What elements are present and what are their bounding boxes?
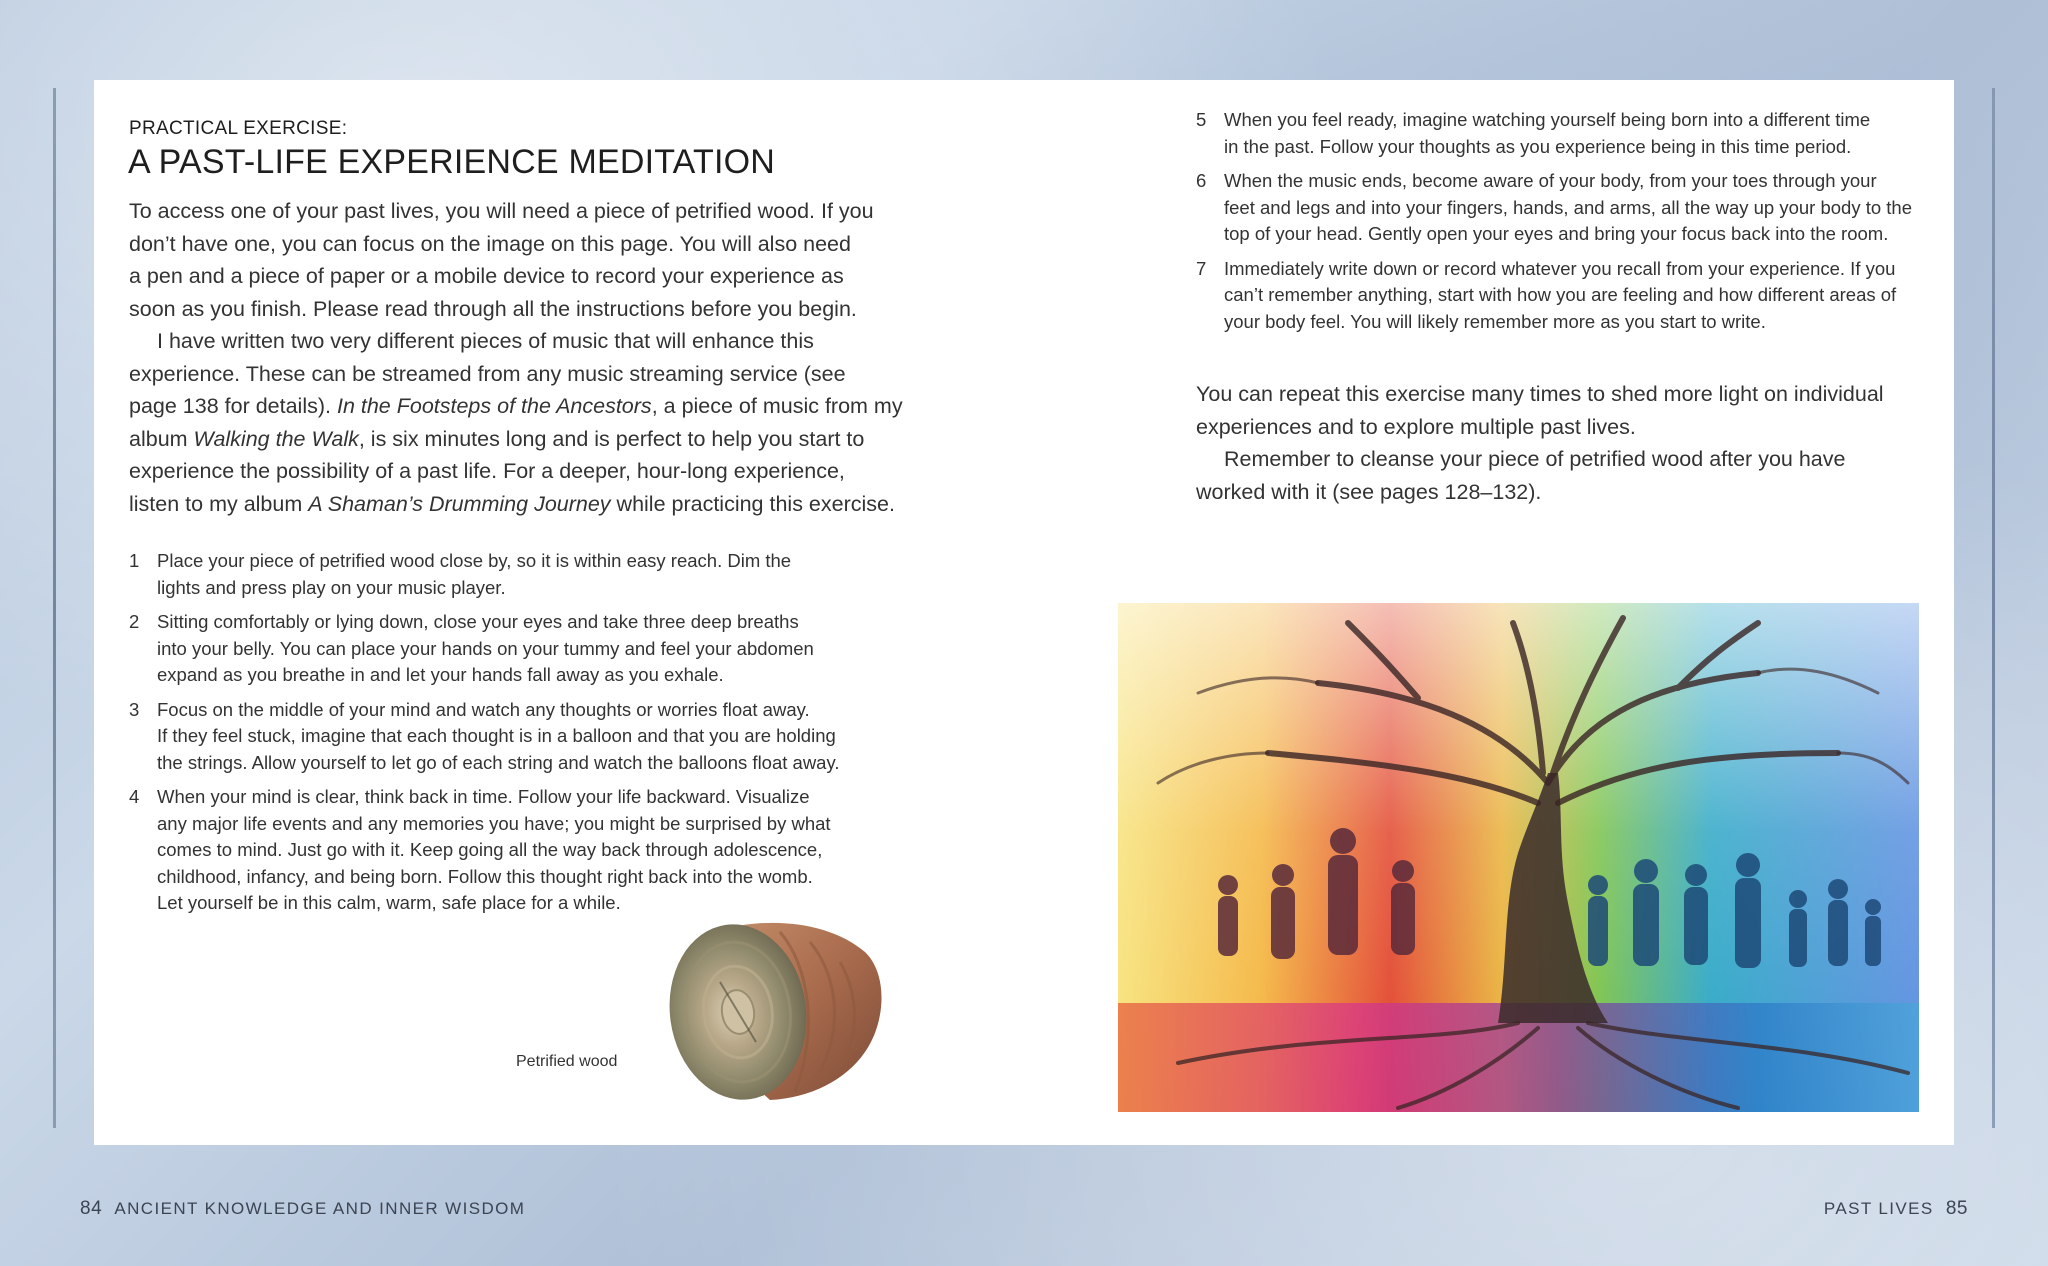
- music-line: experience the possibility of a past life. For a deeper, hour-long experience,: [129, 459, 845, 483]
- intro-line: don’t have one, you can focus on the image on this page. You will also need: [129, 231, 851, 256]
- intro-line: To access one of your past lives, you will need a piece of petrified wood. If you: [129, 199, 874, 223]
- step-number: 1: [129, 550, 140, 571]
- page-number-right: 85: [1945, 1198, 1968, 1219]
- music-paragraph: [129, 325, 903, 520]
- steps-list-right: [1196, 107, 1912, 343]
- music-title-ancestors: In the Footsteps of the Ancestors: [336, 394, 652, 418]
- music-line: page 138 for details). In the Footsteps of the Ancestors, a piece of music from my: [129, 394, 903, 418]
- step-item: 3 Focus on the middle of your mind and watch any thoughts or worries float away. If they feel stuck, imagine that each thought is in a balloon and that you are holding the strings. Allow yourself to let go of each string and watch the balloons float away.: [129, 698, 840, 773]
- closing-paragraph: You can repeat this exercise many times to shed more light on individual experiences and to explore multiple past lives.: [1196, 382, 1884, 439]
- music-line: listen to my album A Shaman’s Drumming Journey while practicing this exercise.: [129, 491, 895, 516]
- intro-line: soon as you finish. Please read through all the instructions before you begin.: [129, 296, 857, 321]
- running-head-right: PAST LIVES: [1823, 1199, 1934, 1218]
- step-item: 2 Sitting comfortably or lying down, close your eyes and take three deep breaths into your belly. You can place your hands on your tummy and feel your abdomen expand as you breathe in and let your hands fall away as you exhale.: [129, 611, 814, 685]
- page-number-left: 84: [80, 1198, 103, 1219]
- step-number: 6: [1196, 170, 1207, 191]
- steps-list-left: [129, 548, 840, 925]
- step-item: 4 When your mind is clear, think back in time. Follow your life backward. Visualize any major life events and any memories you have; you might be surprised by what comes to mind. Just go with it. Keep going all the way back through adolescence, childhood, infancy, and being born. Follow this thought right back into the womb. Let yourself be in this calm, warm, safe place for a while.: [129, 786, 831, 913]
- right-footer: [1824, 1198, 1968, 1220]
- left-edge-line: [53, 88, 56, 1128]
- step-item: 1 Place your piece of petrified wood close by, so it is within easy reach. Dim the lights and press play on your music player.: [129, 550, 792, 598]
- step-number: 7: [1196, 257, 1207, 279]
- music-line: album Walking the Walk, is six minutes long and is perfect to help you start to: [129, 426, 865, 451]
- rainbow-family-tree-illustration: [1118, 603, 1919, 1112]
- step-number: 3: [129, 698, 140, 720]
- album-title-drumming: A Shaman’s Drumming Journey: [308, 491, 611, 516]
- cleanse-paragraph: Remember to cleanse your piece of petrified wood after you have worked with it (see pages 128–132).: [1196, 447, 1846, 504]
- step-item: 5 When you feel ready, imagine watching yourself being born into a different time in the past. Follow your thoughts as you experience being in this time period.: [1196, 109, 1871, 157]
- running-head-left: ANCIENT KNOWLEDGE AND INNER WISDOM: [114, 1199, 526, 1218]
- music-line: I have written two very different pieces of music that will enhance this: [157, 329, 814, 353]
- step-item: 6 When the music ends, become aware of your body, from your toes through your feet and legs and into your fingers, hands, and arms, all the way up your body to the top of your head. Gently open your eyes and bring your focus back into the room.: [1196, 170, 1913, 244]
- intro-line: a pen and a piece of paper or a mobile device to record your experience as: [129, 264, 844, 288]
- intro-paragraph: [129, 195, 874, 325]
- left-footer: [80, 1198, 525, 1220]
- right-edge-line: [1992, 88, 1995, 1128]
- step-number: 5: [1196, 109, 1207, 130]
- album-title-walking: Walking the Walk: [193, 426, 359, 451]
- music-line: experience. These can be streamed from any music streaming service (see: [129, 361, 846, 386]
- exercise-title: A PAST-LIFE EXPERIENCE MEDITATION: [128, 143, 776, 181]
- petrified-wood-image: [660, 912, 888, 1104]
- exercise-kicker: PRACTICAL EXERCISE:: [129, 118, 348, 139]
- step-item: 7 Immediately write down or record whatever you recall from your experience. If you can’t remember anything, start with how you are feeling and how different areas of your body feel. You will likely remember more as you start to write.: [1196, 257, 1897, 332]
- step-number: 2: [129, 611, 140, 632]
- image-caption: Petrified wood: [516, 1053, 618, 1070]
- step-number: 4: [129, 786, 140, 807]
